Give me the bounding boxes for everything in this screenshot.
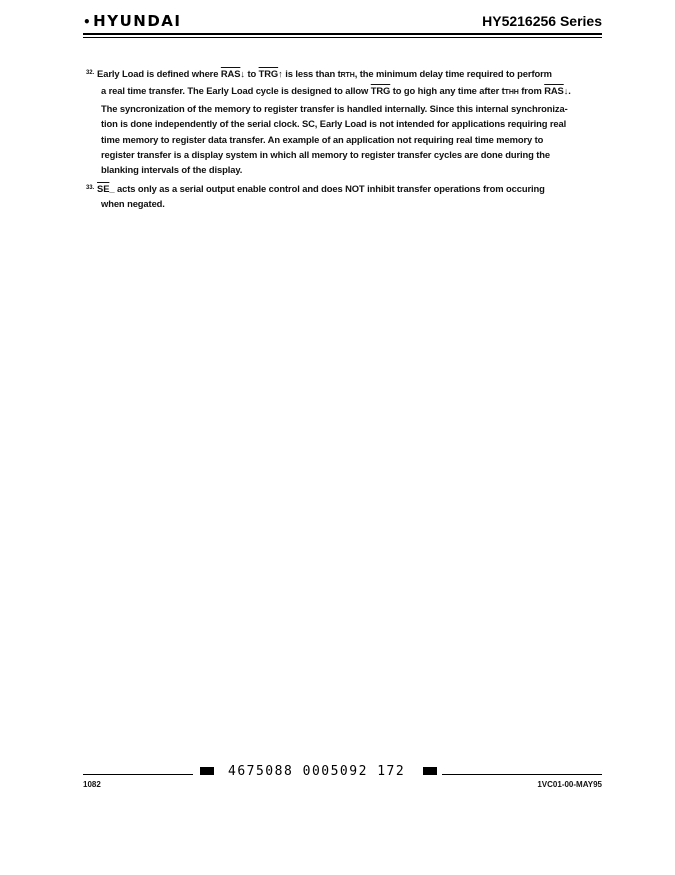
signal-ras: $\overline{RAS}$: [544, 85, 564, 97]
note-text: , the minimum delay time required to perform: [354, 68, 552, 79]
barcode-block-left: [200, 767, 214, 775]
note-line: blanking intervals of the display.: [101, 164, 243, 176]
note-text: ↓ to: [240, 68, 259, 79]
note-text: to go high any time after t: [390, 85, 505, 97]
barcode-text: 4675088 0005092 172: [228, 764, 406, 779]
signal-trg: $\overline{TRG}$: [370, 85, 391, 97]
param-thh: THH: [504, 89, 519, 97]
signal-ras: $\overline{RAS}$: [220, 68, 241, 79]
header-rule-thin: [83, 37, 602, 38]
note-line: time memory to register data transfer. An example of an application not requiring real time memory to: [101, 133, 544, 145]
header-rule-thick: [83, 33, 602, 35]
barcode-block-right: [423, 767, 437, 775]
footer-rule-right: [442, 774, 602, 775]
document-code: 1VC01-00-MAY95: [537, 780, 602, 789]
signal-se: $\overline{SE}$: [97, 183, 110, 194]
hyundai-logo: [83, 12, 181, 30]
note-line: The syncronization of the memory to register transfer is handled internally. Since this internal synchroniza-: [101, 102, 568, 114]
note-text: ↑ is less than t: [278, 68, 341, 79]
logo-text: HYUNDAI: [93, 12, 182, 30]
note-text: from: [518, 85, 545, 97]
note-line: tion is done independently of the serial clock. SC, Early Load is not intended for applications requiring real: [101, 118, 567, 130]
page-number: 1082: [83, 780, 101, 789]
note-32: [86, 66, 606, 178]
logo-mark-icon: •: [83, 15, 93, 29]
note-text: a real time transfer. The Early Load cycle is designed to allow: [101, 85, 371, 97]
page-footer: [83, 760, 602, 800]
signal-trg: $\overline{TRG}$: [258, 68, 279, 79]
note-text: Early Load is defined where: [97, 68, 221, 79]
footer-rule-left: [83, 774, 193, 775]
param-rth: RTH: [340, 72, 355, 79]
note-text: _ acts only as a serial output enable control and does NOT inhibit transfer operations from occuring: [109, 183, 545, 194]
note-text: ↓.: [563, 85, 571, 97]
note-number: 32.: [86, 70, 95, 76]
note-line: when negated.: [101, 198, 165, 210]
note-33: [86, 181, 606, 212]
note-line: register transfer is a display system in which all memory to register transfer cycles are done during the: [101, 149, 551, 161]
series-title: HY5216256 Series: [482, 13, 602, 29]
note-number: 33.: [86, 185, 95, 191]
